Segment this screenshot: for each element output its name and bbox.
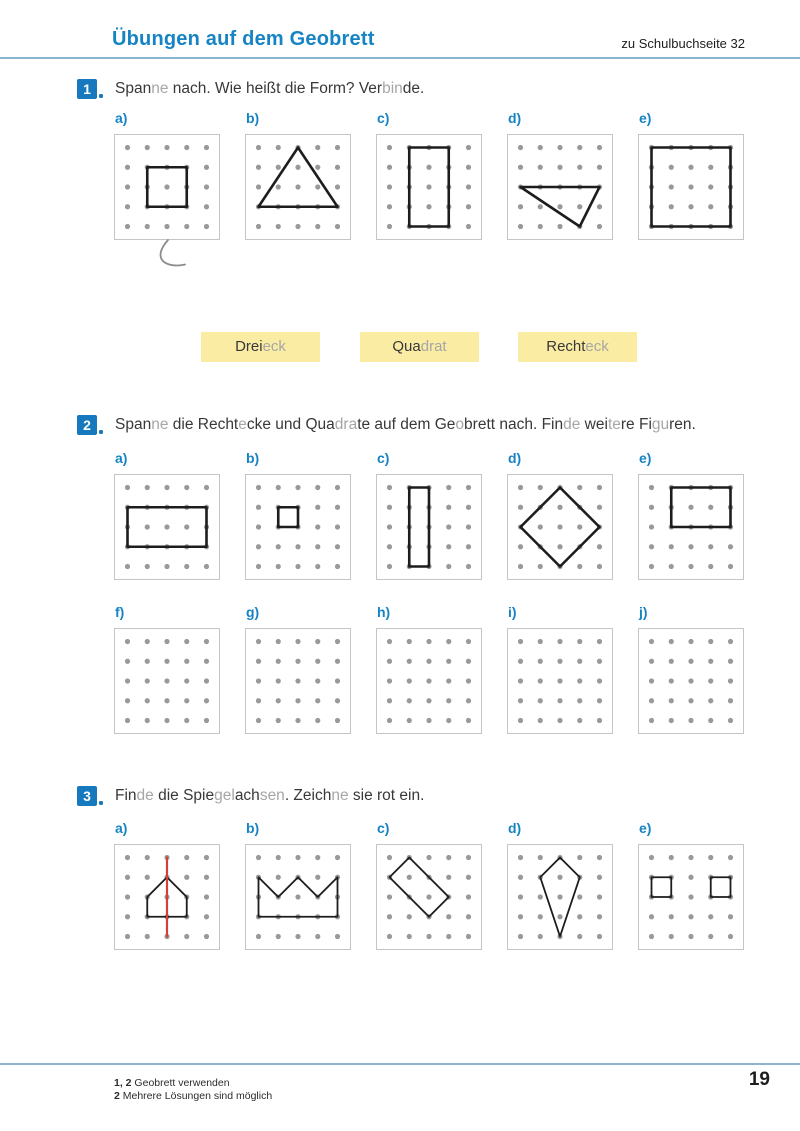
- syllable: sie rot ein.: [348, 787, 425, 804]
- syllable-muted: ne: [151, 416, 169, 433]
- geoboard-task1-b[interactable]: [245, 134, 351, 240]
- syllable-muted: ne: [331, 787, 349, 804]
- board-label: c): [377, 820, 390, 836]
- board-label: b): [246, 110, 260, 126]
- syllable-muted: de: [563, 416, 581, 433]
- task-2-board-row-1: [114, 450, 744, 580]
- board-label: d): [508, 820, 522, 836]
- geoboard-task2-i[interactable]: [507, 628, 613, 734]
- geoboard-task2-f[interactable]: [114, 628, 220, 734]
- geoboard-task2-e[interactable]: [638, 474, 744, 580]
- syllable-muted: eck: [585, 338, 609, 355]
- syllable: Qua: [392, 338, 421, 355]
- geoboard-task1-d[interactable]: [507, 134, 613, 240]
- syllable: wei: [580, 416, 608, 433]
- board-label: b): [246, 450, 260, 466]
- geoboard-task2-c[interactable]: [376, 474, 482, 580]
- board-label: a): [115, 110, 128, 126]
- syllable: die Recht: [168, 416, 239, 433]
- board-label: e): [639, 450, 652, 466]
- syllable: die Spie: [153, 787, 215, 804]
- syllable: re Fi: [620, 416, 652, 433]
- geoboard-cell-task3-c: [376, 820, 482, 950]
- geoboard-task2-a[interactable]: [114, 474, 220, 580]
- board-label: c): [377, 450, 390, 466]
- footnote-line: [114, 1090, 272, 1103]
- geoboard-task2-g[interactable]: [245, 628, 351, 734]
- geoboard-cell-task2-h: [376, 604, 482, 734]
- syllable: Span: [115, 80, 152, 97]
- footnote-text: Geobrett verwenden: [131, 1077, 230, 1089]
- geoboard-cell-task2-b: [245, 450, 351, 580]
- page-title: Übungen auf dem Geobrett: [112, 28, 375, 50]
- geoboard-cell-task2-j: [638, 604, 744, 734]
- geoboard-cell-task2-i: [507, 604, 613, 734]
- geoboard-cell-task2-d: [507, 450, 613, 580]
- geoboard-cell-task2-a: [114, 450, 220, 580]
- geoboard-task3-b[interactable]: [245, 844, 351, 950]
- board-label: c): [377, 110, 390, 126]
- syllable-muted: dra: [334, 416, 358, 433]
- syllable-muted: de: [136, 787, 154, 804]
- header-rule: [0, 57, 800, 59]
- geoboard-task2-d[interactable]: [507, 474, 613, 580]
- syllable: ren.: [669, 416, 696, 433]
- task-1-number-badge: 1: [77, 79, 97, 99]
- task-2-header: [77, 415, 696, 435]
- task-1-number-dot: [99, 94, 103, 98]
- geoboard-task2-b[interactable]: [245, 474, 351, 580]
- task-1-board-row: [114, 110, 744, 240]
- geoboard-cell-task2-g: [245, 604, 351, 734]
- geoboard-task3-d[interactable]: [507, 844, 613, 950]
- syllable: nach. Wie heißt die Form? Ver: [168, 80, 383, 97]
- syllable: Recht: [546, 338, 586, 355]
- footnote-text: Mehrere Lösungen sind möglich: [119, 1090, 273, 1102]
- board-label: b): [246, 820, 260, 836]
- task-1-header: [77, 79, 424, 99]
- geoboard-cell-task2-e: [638, 450, 744, 580]
- board-label: d): [508, 110, 522, 126]
- geoboard-cell-task1-a: [114, 110, 220, 240]
- geoboard-cell-task2-f: [114, 604, 220, 734]
- board-label: g): [246, 604, 260, 620]
- footnotes: [114, 1077, 272, 1103]
- syllable-muted: drat: [420, 338, 447, 355]
- task-3-header: [77, 786, 424, 806]
- syllable-muted: gu: [651, 416, 670, 433]
- syllable: de.: [402, 80, 425, 97]
- board-label: e): [639, 820, 652, 836]
- board-label: a): [115, 450, 128, 466]
- footnote-line: [114, 1077, 272, 1090]
- geoboard-cell-task1-d: [507, 110, 613, 240]
- answer-option-rechteck[interactable]: [518, 332, 637, 362]
- board-label: a): [115, 820, 128, 836]
- answer-option-dreieck[interactable]: [201, 332, 320, 362]
- geoboard-task2-j[interactable]: [638, 628, 744, 734]
- footnote-task-refs: 1, 2: [114, 1077, 132, 1089]
- board-label: e): [639, 110, 652, 126]
- syllable: Drei: [235, 338, 263, 355]
- board-label: d): [508, 450, 522, 466]
- task-2-board-row-2: [114, 604, 744, 734]
- task-3-number-dot: [99, 801, 103, 805]
- syllable: Fin: [115, 787, 137, 804]
- task-3-board-row: [114, 820, 744, 950]
- syllable: . Zeich: [284, 787, 332, 804]
- geoboard-cell-task3-d: [507, 820, 613, 950]
- geoboard-task3-a[interactable]: [114, 844, 220, 950]
- geoboard-cell-task3-a: [114, 820, 220, 950]
- task-2-number-dot: [99, 430, 103, 434]
- geoboard-cell-task1-c: [376, 110, 482, 240]
- geoboard-task2-h[interactable]: [376, 628, 482, 734]
- task-2-instruction: [115, 415, 696, 435]
- task-3-number-badge: 3: [77, 786, 97, 806]
- geoboard-task1-a[interactable]: [114, 134, 220, 240]
- syllable-muted: e: [238, 416, 247, 433]
- geoboard-cell-task1-e: [638, 110, 744, 240]
- syllable: Span: [115, 416, 152, 433]
- task-1-instruction: [115, 79, 424, 99]
- syllable-muted: eck: [262, 338, 286, 355]
- board-label: h): [377, 604, 391, 620]
- pencil-connector-stroke: [114, 240, 220, 274]
- board-label: f): [115, 604, 125, 620]
- task-2-number-badge: 2: [77, 415, 97, 435]
- geoboard-task3-c[interactable]: [376, 844, 482, 950]
- syllable: brett nach. Fin: [464, 416, 564, 433]
- syllable-muted: te: [607, 416, 621, 433]
- syllable-muted: bin: [382, 80, 403, 97]
- geoboard-cell-task3-b: [245, 820, 351, 950]
- answer-option-quadrat[interactable]: [360, 332, 479, 362]
- syllable-muted: gel: [214, 787, 235, 804]
- syllable: ach: [234, 787, 260, 804]
- syllable-muted: sen: [259, 787, 285, 804]
- geoboard-task3-e[interactable]: [638, 844, 744, 950]
- footer-rule: [0, 1063, 800, 1065]
- syllable-muted: o: [455, 416, 465, 433]
- schoolbook-reference: zu Schulbuchseite 32: [621, 36, 745, 51]
- geoboard-task1-e[interactable]: [638, 134, 744, 240]
- syllable: te auf dem Ge: [357, 416, 456, 433]
- board-label: j): [639, 604, 648, 620]
- geoboard-task1-c[interactable]: [376, 134, 482, 240]
- footnote-task-refs: 2: [114, 1090, 120, 1102]
- board-label: i): [508, 604, 517, 620]
- geoboard-cell-task2-c: [376, 450, 482, 580]
- geoboard-cell-task3-e: [638, 820, 744, 950]
- syllable: cke und Qua: [246, 416, 335, 433]
- geoboard-cell-task1-b: [245, 110, 351, 240]
- page-number: 19: [748, 1069, 770, 1090]
- task-3-instruction: [115, 786, 424, 806]
- syllable-muted: ne: [151, 80, 169, 97]
